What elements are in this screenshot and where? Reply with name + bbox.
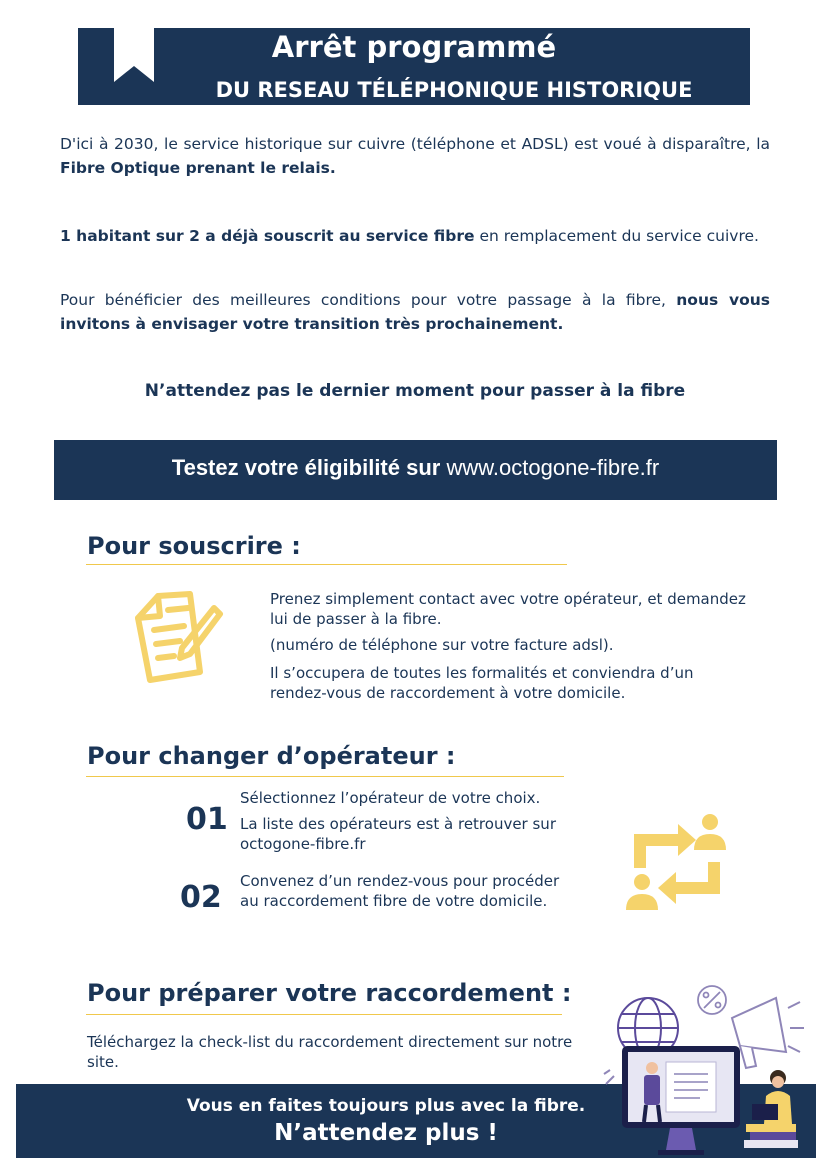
- step-number-1: 01: [186, 802, 228, 837]
- intro-paragraph-1: D'ici à 2030, le service historique sur cuivre (téléphone et ADSL) est voué à disparaître, la Fibre Optique prenant le relais.: [60, 135, 770, 177]
- header-banner: [78, 28, 750, 105]
- footer-line-1: Vous en faites toujours plus avec la fibre.: [186, 1096, 586, 1116]
- eligibility-link[interactable]: www.octogone-fibre.fr: [446, 455, 660, 480]
- change-operator-underline: [86, 776, 564, 777]
- change-operator-heading: Pour changer d’opérateur :: [87, 742, 456, 770]
- page-title: Arrêt programmé: [271, 30, 557, 64]
- prepare-text: Téléchargez la check-list du raccordement directement sur notre site.: [87, 1033, 573, 1071]
- footer-line-2: N’attendez plus !: [274, 1120, 498, 1146]
- prepare-underline: [86, 1014, 562, 1015]
- step-1-text-b: La liste des opérateurs est à retrouver sur octogone-fibre.fr: [240, 815, 556, 853]
- intro-paragraph-3: Pour bénéficier des meilleures conditions pour votre passage à la fibre, nous vous invitons à envisager votre transition très prochainement.: [60, 291, 770, 333]
- subscribe-heading: Pour souscrire :: [87, 532, 301, 560]
- step-number-2: 02: [180, 880, 222, 915]
- swap-users-icon: [626, 812, 728, 916]
- eligibility-banner: [54, 440, 777, 500]
- step-1-text-a: Sélectionnez l’opérateur de votre choix.: [240, 789, 541, 807]
- subscribe-text-3: Il s’occupera de toutes les formalités et conviendra d’un rendez-vous de raccordement à votre domicile.: [270, 664, 694, 702]
- page-subtitle: DU RESEAU TÉLÉPHONIQUE HISTORIQUE: [215, 78, 693, 102]
- intro-paragraph-2: 1 habitant sur 2 a déjà souscrit au service fibre en remplacement du service cuivre.: [60, 227, 759, 245]
- bookmark-icon: [114, 28, 154, 82]
- eligibility-text: Testez votre éligibilité sur www.octogone-fibre.fr: [171, 455, 660, 480]
- subscribe-text-2: (numéro de téléphone sur votre facture adsl).: [270, 636, 614, 654]
- online-marketing-illustration: [600, 978, 805, 1158]
- subscribe-underline: [86, 564, 567, 565]
- subscribe-text-1: Prenez simplement contact avec votre opérateur, et demandez lui de passer à la fibre.: [270, 590, 746, 628]
- prepare-heading: Pour préparer votre raccordement :: [87, 979, 572, 1007]
- document-pen-icon: [128, 588, 226, 688]
- call-to-action: N’attendez pas le dernier moment pour passer à la fibre: [144, 381, 686, 401]
- step-2-text: Convenez d’un rendez-vous pour procéder au raccordement fibre de votre domicile.: [240, 872, 560, 910]
